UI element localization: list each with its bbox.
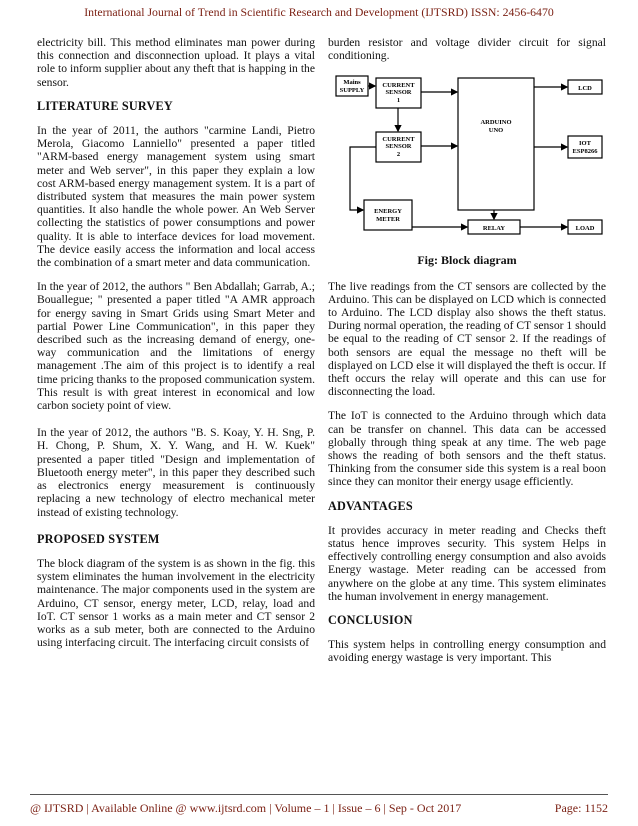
heading-proposed-system: PROPOSED SYSTEM: [37, 531, 160, 546]
paragraph-proposed-system: The block diagram of the system is as shown in the fig. this system eliminates the human involvement in the electricity maintenance. The major components used in the system are Arduino, CT sensor, energy meter, LCD, relay, load and IoT. CT sensor 1 works as a main meter and CT sensor 2 works as a sub meter, both are connected to the Arduino using interfacing circuit. The interfacing circuit consists of: [37, 556, 315, 650]
label-uno: UNO: [488, 127, 504, 135]
figure-caption: Fig: Block diagram: [417, 253, 517, 268]
paragraph-intro-continued: electricity bill. This method eliminates man power during this connection and disconnection upload. It plays a vital role to inform supplier about any theft that is happing in the sensor.: [37, 36, 315, 89]
paragraph-conclusion: This system helps in controlling energy consumption and avoiding energy wastage is very important. This: [328, 638, 606, 665]
arduino-uno-block: [458, 78, 534, 210]
paragraph-signal-conditioning: burden resistor and voltage divider circuit for signal conditioning.: [328, 36, 606, 63]
paragraph-literature-2011: In the year of 2011, the authors "carmine Landi, Pietro Merola, Giacomo Lanniello" presented a paper titled "ARM-based energy management system using smart meter and Web server", in this paper they explain a low cost ARM-based energy management system. It is a part of distributed system that measures the main power system quantities. It also handle the whole power. An Web Server collecting the statistics of power consumptions and power quality. It is able to interface devices for load movement. The device easily access the information and local access the combination of a smart meter and data communication.: [37, 124, 315, 270]
label-cs1-sensor: SENSOR: [385, 89, 412, 97]
journal-header: International Journal of Trend in Scientific Research and Development (IJTSRD) ISSN: 2456-6470: [84, 5, 554, 19]
label-meter: METER: [376, 216, 400, 224]
label-mains: Mains: [343, 79, 361, 87]
heading-literature-survey: LITERATURE SURVEY: [37, 98, 173, 113]
heading-conclusion: CONCLUSION: [328, 613, 413, 628]
label-cs2-current: CURRENT: [382, 136, 415, 144]
footer-citation: @ IJTSRD | Available Online @ www.ijtsrd.com | Volume – 1 | Issue – 6 | Sep - Oct 2017: [30, 801, 462, 815]
paragraph-advantages: It provides accuracy in meter reading and Checks theft status hence improves security. This system Helps in effectively controlling energy consumption and also avoids Energy wastage. Meter reading can be accessed from anywhere on the globe at any time. This system eliminates the human involvement in energy management.: [328, 523, 606, 603]
label-lcd: LCD: [578, 85, 592, 93]
label-cs1-number: 1: [396, 97, 401, 105]
label-cs2-sensor: SENSOR: [385, 143, 412, 151]
label-supply: SUPPLY: [339, 87, 365, 95]
paragraph-live-readings: The live readings from the CT sensors are collected by the Arduino. This can be displayed on LCD which is connected to Arduino. The LCD display also shows the theft status. During normal operation, the reading of CT sensor 1 should be equal to the reading of CT sensor 2. If the readings of both sensors are equal the message no theft will be displayed on LCD else it will displayed the theft is occur. If theft occurs the relay will operate and this can use for disconnecting the load.: [328, 279, 606, 399]
energy-meter-block: [364, 200, 412, 230]
label-iot: IOT: [579, 140, 591, 148]
paragraph-iot: The IoT is connected to the Arduino through which data can be transfer on channel. This data can be accessed globally through thing speak at any time. The web page shows the reading of both sensors and the theft status. Thinking from the consumer side this system is a real boon since they can monitor their energy usage efficiently.: [328, 409, 606, 489]
label-cs1-current: CURRENT: [382, 82, 415, 90]
block-diagram: [328, 70, 606, 250]
label-relay: RELAY: [482, 225, 506, 233]
right-column: [328, 36, 606, 676]
left-column: [37, 36, 315, 660]
page-number: Page: 1152: [554, 801, 608, 815]
label-load: LOAD: [575, 225, 595, 233]
heading-advantages: ADVANTAGES: [328, 498, 413, 513]
label-cs2-number: 2: [396, 151, 401, 159]
label-arduino: ARDUINO: [480, 119, 512, 127]
paragraph-literature-2012-b: In the year of 2012, the authors "B. S. Koay, Y. H. Sng, P. H. Chong, P. Shum, X. Y. Wang, and H. W. Kuek" presented a paper titled "Design and implementation of Bluetooth energy meter", in this paper they described such as electronics energy measurement is continuously replacing a new technology of electro mechanical meter instead of existing technology.: [37, 426, 315, 519]
label-esp8266: ESP8266: [572, 148, 598, 156]
footer-divider: [30, 794, 608, 795]
label-energy: ENERGY: [374, 208, 402, 216]
paragraph-literature-2012-a: In the year of 2012, the authors " Ben Abdallah; Garrab, A.; Bouallegue; " presented a paper titled "A AMR approach for energy saving in Smart Grids using Smart Meter and partial Power Line Communication", in this paper they described such as the increasing demand of energy, one-way communication and the limitations of energy management .The aim of this project is to identify a real time pricing thanks to the proposed communication system. This result is with great interest in economical and low carbon society point of view.: [37, 280, 315, 413]
